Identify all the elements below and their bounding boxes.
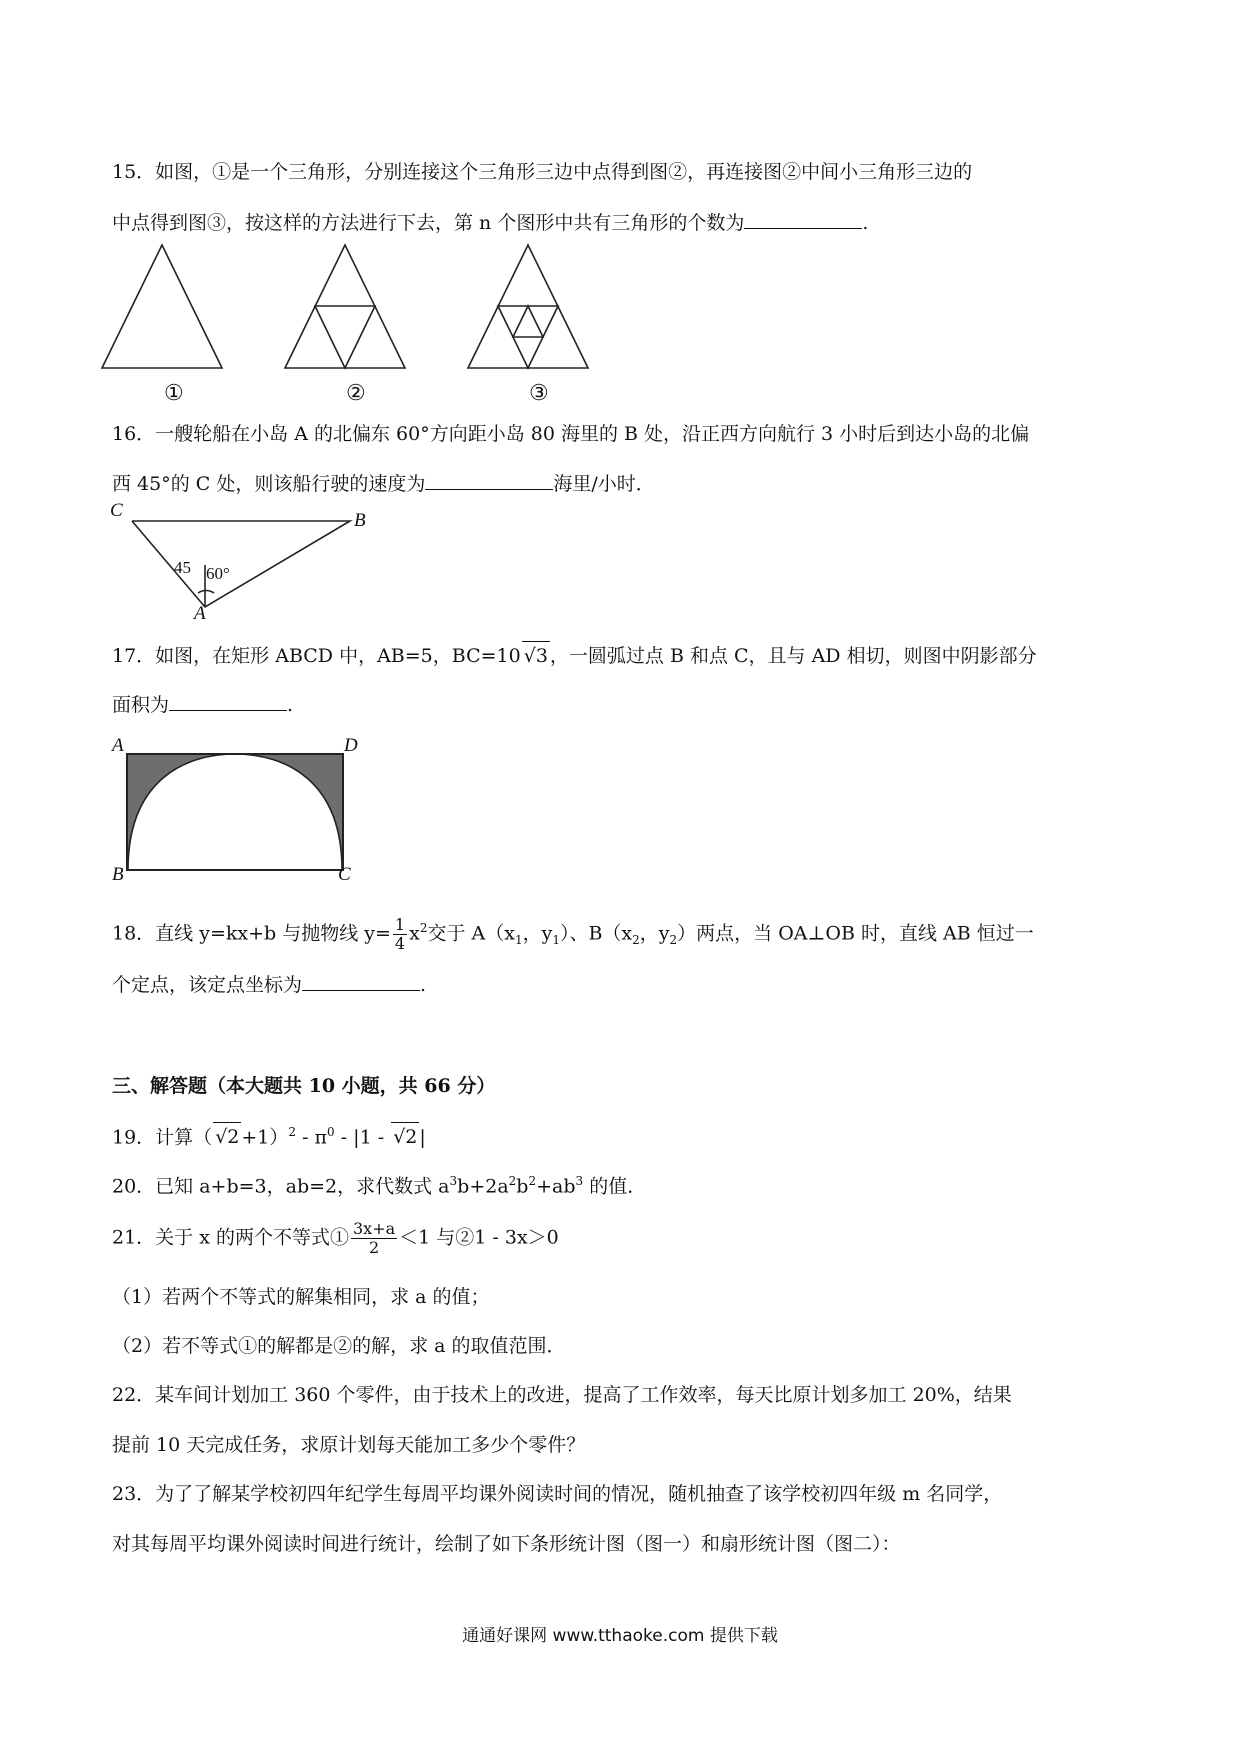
q23-line1: 23．为了了解某学校初四年纪学生每周平均课外阅读时间的情况，随机抽查了该学校初四年级 m 名同学， (112, 1483, 1003, 1505)
q15-figure-label-3: ③ (529, 381, 549, 406)
q18-sub-x2: 2 (632, 933, 640, 948)
q20-d: +ab (536, 1175, 576, 1198)
q19-sqrt2: √2 (391, 1122, 419, 1151)
q17-answer-blank (169, 690, 287, 711)
q19-b: +1） (241, 1126, 289, 1149)
q18-line2 (112, 970, 426, 999)
q18-b: x (409, 922, 420, 945)
q20-s2: 2 (508, 1174, 517, 1188)
q17-line2 (112, 690, 293, 719)
q18-g: ）两点，当 OA⊥OB 时，直线 AB 恒过一 (677, 922, 1034, 945)
page-footer: 通通好课网 www.tthaoke.com 提供下载 (462, 1626, 778, 1646)
q19-a: 19．计算（ (112, 1126, 213, 1149)
q20-e: 的值． (583, 1175, 647, 1198)
q17-line2-text: 面积为 (112, 694, 170, 716)
q15-line1: 15．如图，①是一个三角形，分别连接这个三角形三边中点得到图②，再连接图②中间小三角形三边的 (112, 161, 973, 183)
q19-sup2: 2 (288, 1125, 297, 1139)
q20-s4: 3 (575, 1174, 584, 1188)
q16-angle-45: 45 (174, 558, 191, 577)
q18-e: ）、B（x (559, 922, 633, 945)
q20-c: b (516, 1175, 529, 1198)
q17-line1 (112, 641, 1037, 670)
q17-label-b: B (112, 864, 124, 885)
q16-label-c: C (110, 500, 123, 521)
q15-line2 (112, 208, 868, 237)
q21-line (112, 1220, 559, 1257)
q18-line2-text: 个定点，该定点坐标为 (112, 974, 303, 996)
q19-sup0: 0 (327, 1125, 335, 1139)
q15-figure-label-1: ① (164, 381, 184, 406)
q18-answer-blank (302, 970, 420, 991)
q18-c: 交于 A（x (427, 922, 515, 945)
q19-sqrt2-arg: 2 (405, 1126, 418, 1149)
triangle-2-inner (315, 306, 375, 368)
q19-e: | (419, 1126, 426, 1149)
q15-figure (100, 240, 620, 400)
q17-figure (125, 750, 355, 875)
q23-line2: 对其每周平均课外阅读时间进行统计，绘制了如下条形统计图（图一）和扇形统计图（图二）： (112, 1533, 901, 1555)
q15-answer-blank (744, 208, 862, 229)
q22-line1: 22．某车间计划加工 360 个零件，由于技术上的改进，提高了工作效率，每天比原计划多加工 20%，结果 (112, 1384, 1012, 1406)
q16-triangle (132, 521, 350, 607)
q18-line1 (112, 914, 1034, 954)
q16-line2 (112, 469, 655, 498)
q17-label-a: A (112, 735, 124, 756)
q15-end: . (862, 212, 869, 234)
q19-d: - |1 - (334, 1126, 391, 1149)
q19-sqrt1-arg: 2 (227, 1126, 240, 1149)
q21-part2: （2）若不等式①的解都是②的解，求 a 的取值范围． (112, 1335, 566, 1357)
q20-s1: 3 (449, 1174, 458, 1188)
q19-c: - π (296, 1126, 328, 1149)
q18-a: 18．直线 y=kx+b 与抛物线 y= (112, 922, 391, 945)
q18-frac-den: 4 (394, 933, 406, 953)
q20-b: b+2a (457, 1175, 509, 1198)
q18-f: ，y (639, 922, 670, 945)
q16-line2-text: 西 45°的 C 处，则该船行驶的速度为 (112, 473, 426, 495)
q21-b: ＜1 与②1 - 3x＞0 (399, 1226, 559, 1249)
q16-label-b: B (354, 510, 366, 531)
q16-answer-blank (425, 469, 553, 490)
q17-line1-a: 17．如图，在矩形 ABCD 中，AB=5，BC=10 (112, 645, 521, 667)
q21-frac-den: 2 (368, 1238, 380, 1257)
q20-s3: 2 (528, 1174, 537, 1188)
q18-d: ，y (522, 922, 553, 945)
q18-sub-x1: 1 (514, 933, 523, 948)
q18-end: . (420, 974, 427, 996)
q17-label-d: D (344, 735, 358, 756)
q20-line (112, 1167, 646, 1200)
q18-frac-num: 1 (394, 914, 406, 934)
q18-sub-y2: 2 (669, 933, 678, 948)
q22-line2: 提前 10 天完成任务，求原计划每天能加工多少个零件？ (112, 1434, 586, 1456)
q18-fraction (393, 916, 407, 953)
q18-sub-y1: 1 (552, 933, 560, 948)
q17-line1-b: ，一圆弧过点 B 和点 C，且与 AD 相切，则图中阴影部分 (549, 645, 1037, 667)
q15-figure-label-2: ② (346, 381, 366, 406)
q21-fraction (351, 1220, 397, 1257)
q21-a: 21．关于 x 的两个不等式① (112, 1226, 349, 1249)
q16-label-a: A (194, 603, 206, 624)
q20-a: 20．已知 a+b=3，ab=2，求代数式 a (112, 1175, 450, 1198)
q17-sqrt-arg: 3 (535, 645, 548, 667)
q21-frac-num: 3x+a (352, 1219, 396, 1238)
q16-line1: 16．一艘轮船在小岛 A 的北偏东 60°方向距小岛 80 海里的 B 处，沿正西方向航行 3 小时后到达小岛的北偏 (112, 423, 1030, 445)
q16-end: 海里/小时． (553, 473, 655, 495)
section-3-heading: 三、解答题（本大题共 10 小题，共 66 分） (112, 1075, 496, 1097)
q15-line2-text: 中点得到图③，按这样的方法进行下去，第 n 个图形中共有三角形的个数为 (112, 212, 745, 234)
q18-sup: 2 (419, 921, 428, 935)
q17-label-c: C (338, 864, 351, 885)
q19-sqrt1: √2 (213, 1122, 241, 1151)
triangle-1 (102, 245, 222, 368)
q17-sqrt: √3 (522, 641, 550, 670)
triangle-3-inner (513, 306, 543, 337)
q21-part1: （1）若两个不等式的解集相同，求 a 的值； (112, 1286, 490, 1308)
q17-end: . (287, 694, 294, 716)
q19-line (112, 1118, 426, 1151)
q16-angle-arc (198, 590, 214, 593)
q16-figure (110, 505, 390, 625)
q16-angle-60: 60° (206, 564, 230, 583)
